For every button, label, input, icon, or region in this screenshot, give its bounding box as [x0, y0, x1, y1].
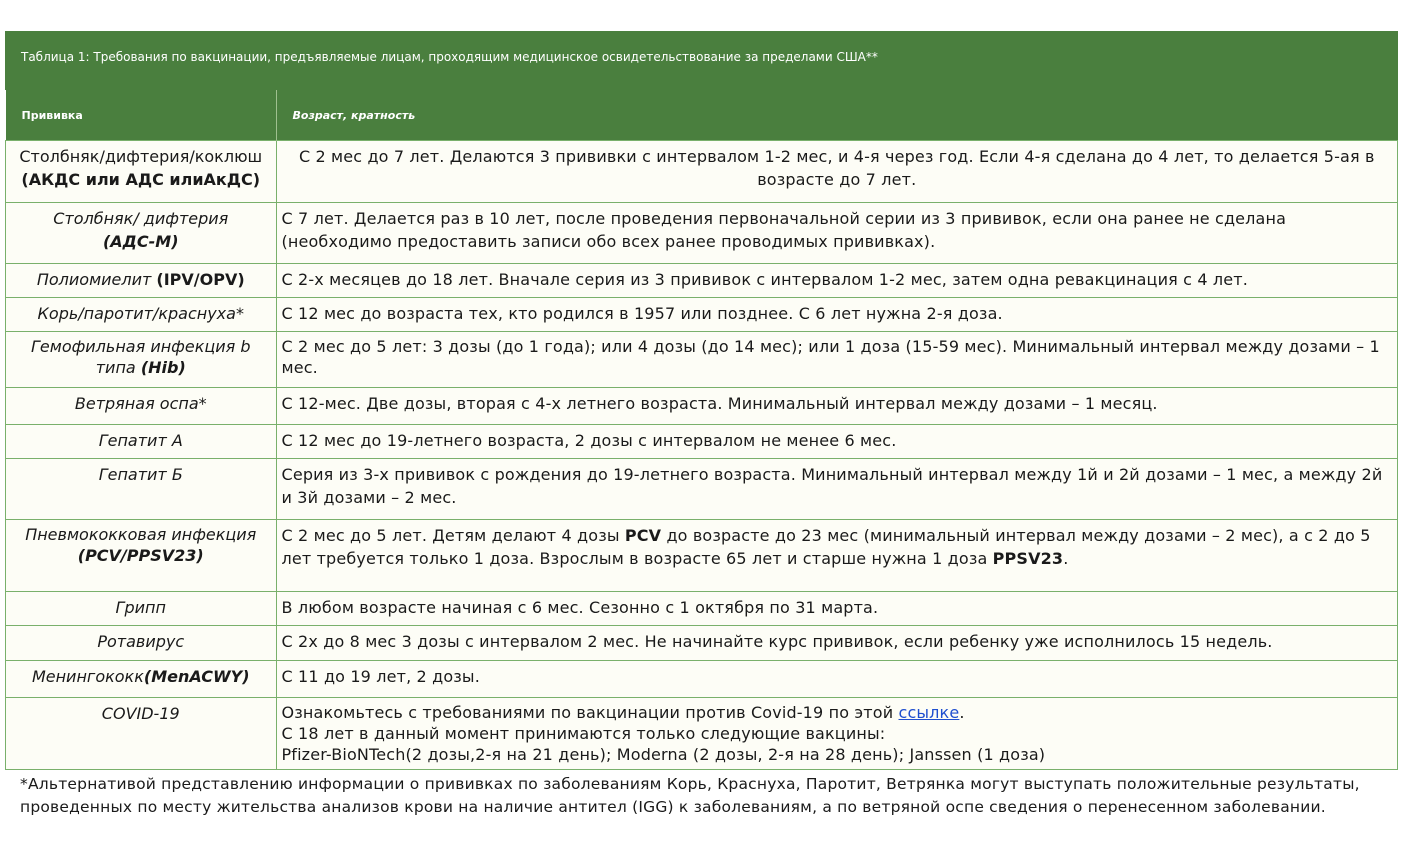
- vaccine-name-plain: Ветряная оспа*: [74, 394, 207, 413]
- vaccine-name: [6, 298, 277, 332]
- vaccine-name-plain: Корь/паротит/краснуха*: [37, 304, 244, 323]
- vaccine-name: [6, 264, 277, 298]
- vaccine-name: [6, 698, 277, 770]
- vaccine-description: [276, 520, 1398, 592]
- vaccine-name-plain: Столбняк/ дифтерия: [53, 209, 229, 228]
- vaccine-name-bold: (АДС-М): [102, 232, 179, 251]
- vaccine-description: С 2 мес до 7 лет. Делаются 3 прививки с интервалом 1-2 мес, и 4-я через год. Если 4-я сделана до 4 лет, то делается 5-ая в возрасте до 7 лет.: [276, 141, 1398, 203]
- vaccine-name-bold: (Hib): [140, 358, 186, 377]
- table-row: [6, 592, 1398, 626]
- vaccine-name-bold: (IPV/OPV): [156, 270, 245, 289]
- vaccine-name: [6, 141, 277, 203]
- vaccine-description: С 12 мес до 19-летнего возраста, 2 дозы с интервалом не менее 6 мес.: [276, 425, 1398, 459]
- vaccine-description: С 2х до 8 мес 3 дозы с интервалом 2 мес. Не начинайте курс прививок, если ребенку уже исполнилось 15 недель.: [276, 626, 1398, 661]
- desc-part-bold: PPSV23: [992, 549, 1064, 568]
- desc-part-bold: PCV: [624, 526, 662, 545]
- table-row: [6, 459, 1398, 520]
- footnote: *Альтернативой представлению информации о прививках по заболеваниям Корь, Краснуха, Паротит, Ветрянка могут выступать положительные результаты, проведенных по месту жительства анализов крови на наличие антител (IGG) к заболеваниям, а по ветряной оспе сведения о перенесенном заболевании.: [20, 775, 1360, 816]
- vaccine-description: С 2-х месяцев до 18 лет. Вначале серия из 3 прививок с интервалом 1-2 мес, затем одна ревакцинация с 4 лет.: [276, 264, 1398, 298]
- table-row: [6, 520, 1398, 592]
- vaccine-name: [6, 388, 277, 425]
- table-row: [6, 425, 1398, 459]
- vaccine-name: [6, 626, 277, 661]
- vaccine-description: [276, 698, 1398, 770]
- vaccine-name-plain: Менингококк: [31, 667, 144, 686]
- table-row: [6, 388, 1398, 425]
- vaccine-name: [6, 459, 277, 520]
- vaccine-description: С 7 лет. Делается раз в 10 лет, после проведения первоначальной серии из 3 прививок, если она ранее не сделана (необходимо предоставить записи обо всех ранее проводимых прививках).: [276, 203, 1398, 264]
- vaccine-name: [6, 425, 277, 459]
- vaccine-name-plain: Гепатит А: [98, 431, 183, 450]
- column-header-vaccine: Прививка: [6, 90, 277, 141]
- table-row: [6, 298, 1398, 332]
- vaccine-name: [6, 203, 277, 264]
- covid-requirements-link[interactable]: ссылке: [898, 703, 960, 722]
- vaccine-description: В любом возрасте начиная с 6 мес. Сезонно с 1 октября по 31 марта.: [276, 592, 1398, 626]
- table-row: [6, 141, 1398, 203]
- vaccine-name-plain: Ротавирус: [97, 632, 185, 651]
- vaccine-name-plain: Пневмококковая инфекция: [25, 525, 257, 544]
- vaccine-description: С 2 мес до 5 лет: 3 дозы (до 1 года); или 4 дозы (до 14 мес); или 1 доза (15-59 мес). Минимальный интервал между дозами – 1 мес.: [276, 332, 1398, 388]
- table-row: [6, 332, 1398, 388]
- table-header-row: [6, 90, 1398, 141]
- vaccine-name-bold: (АКДС или АДС илиАкДС): [21, 170, 261, 189]
- covid-text: Ознакомьтесь с требованиями по вакцинации против Covid-19 по этой: [281, 703, 899, 722]
- table-caption: Таблица 1: Требования по вакцинации, предъявляемые лицам, проходящим медицинское освидетельствование за пределами США**: [5, 31, 1398, 90]
- vaccine-description: С 12 мес до возраста тех, кто родился в 1957 или позднее. С 6 лет нужна 2-я доза.: [276, 298, 1398, 332]
- covid-text: .: [959, 703, 965, 722]
- vaccine-name-bold: (MenACWY): [143, 667, 250, 686]
- vaccine-name-plain: COVID-19: [101, 704, 180, 723]
- vaccine-name: [6, 332, 277, 388]
- vaccine-name: [6, 661, 277, 698]
- desc-part: .: [1063, 549, 1069, 568]
- vaccine-description: С 11 до 19 лет, 2 дозы.: [276, 661, 1398, 698]
- table-row: [6, 661, 1398, 698]
- covid-text: С 18 лет в данный момент принимаются только следующие вакцины:: [281, 724, 886, 743]
- table-row: [6, 203, 1398, 264]
- table-row: [6, 698, 1398, 770]
- vaccine-description: С 12-мес. Две дозы, вторая с 4-х летнего возраста. Минимальный интервал между дозами – 1 месяц.: [276, 388, 1398, 425]
- vaccination-table: [5, 90, 1398, 770]
- covid-vaccines-list: Pfizer-BioNTech(2 дозы,2-я на 21 день); Moderna (2 дозы, 2-я на 28 день); Janssen (1 доза): [281, 745, 1046, 764]
- table-row: [6, 626, 1398, 661]
- vaccine-name: [6, 520, 277, 592]
- vaccine-name-plain: Грипп: [115, 598, 166, 617]
- vaccine-name: [6, 592, 277, 626]
- desc-part: С 2 мес до 5 лет. Детям делают 4 дозы: [281, 526, 625, 545]
- vaccine-name-plain: Полиомиелит: [36, 270, 157, 289]
- vaccine-name-plain: Гемофильная инфекция b типа: [30, 337, 251, 377]
- vaccine-name-plain: Столбняк/дифтерия/коклюш: [19, 147, 263, 166]
- table-row: [6, 264, 1398, 298]
- desc-part: до возрасте до 23 мес (минимальный интервал между дозами – 2 мес), а с 2 до 5 лет требуется только 1 доза. Взрослым в возрасте 65 лет и старше нужна 1 доза: [281, 526, 1371, 568]
- vaccine-name-plain: Гепатит Б: [98, 465, 183, 484]
- vaccination-table-wrapper: [5, 31, 1398, 770]
- column-header-age: Возраст, кратность: [276, 90, 1398, 141]
- vaccine-description: Серия из 3-х прививок с рождения до 19-летнего возраста. Минимальный интервал между 1й и 2й дозами – 1 мес, а между 2й и 3й дозами – 2 мес.: [276, 459, 1398, 520]
- vaccine-name-bold: (PCV/PPSV23): [77, 546, 204, 565]
